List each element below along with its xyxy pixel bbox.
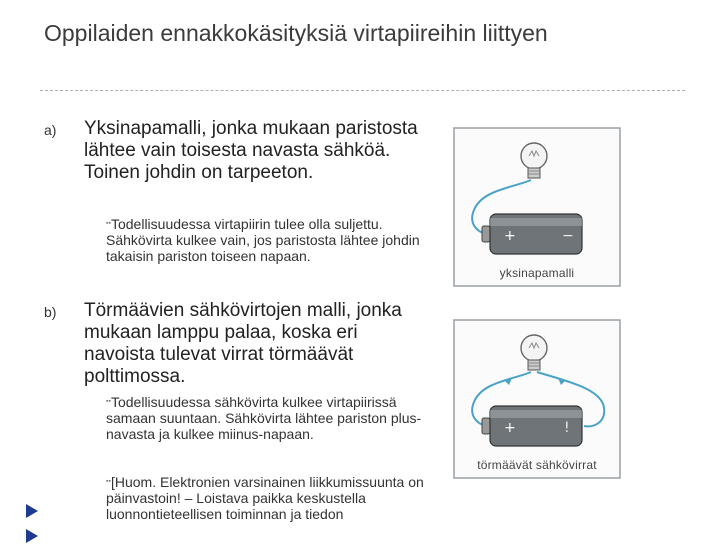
item-a-subpoint: [106, 216, 426, 264]
colliding-currents-diagram: [452, 318, 622, 480]
figure-label: yksinapamalli: [499, 266, 575, 280]
page-title: Oppilaiden ennakkokäsityksiä virtapiireihin liittyen: [44, 20, 548, 46]
item-a-heading: Yksinapamalli: [84, 118, 202, 139]
item-a-text: [84, 118, 424, 184]
square-bullet-icon: ▪▪: [106, 220, 111, 227]
figure-label: törmäävät sähkövirrat: [477, 458, 597, 472]
title-divider: [40, 90, 685, 91]
item-a-heading-rest: , jonka mukaan paristosta lähtee vain toisesta navasta sähköä. Toinen johdin on tarpeeton.: [84, 118, 418, 183]
triangle-marker-icon: [12, 502, 40, 520]
battery-icon: [482, 214, 582, 254]
square-bullet-icon: ▪▪: [106, 398, 111, 405]
figure-single-pole-model: [452, 126, 622, 288]
svg-text:!: !: [564, 420, 570, 436]
svg-text:+: +: [504, 228, 516, 244]
item-b-heading: Törmäävien sähkövirtojen malli: [84, 300, 346, 321]
item-b-text: [84, 300, 424, 388]
square-bullet-icon: ▪▪: [106, 478, 111, 485]
item-a-subpoint-text: Todellisuudessa virtapiirin tulee olla suljettu. Sähkövirta kulkee vain, jos paristosta lähtee johdin takaisin pariston toiseen napaan.: [106, 216, 420, 264]
item-b-subpoint-1: [106, 394, 426, 442]
single-pole-diagram: [452, 126, 622, 288]
svg-text:+: +: [504, 420, 516, 436]
figure-colliding-currents-model: [452, 318, 622, 480]
battery-icon: [482, 406, 582, 446]
item-b-subpoint-2: [106, 474, 426, 522]
triangle-marker-icon: [12, 527, 40, 545]
svg-text:−: −: [562, 228, 574, 244]
item-b-subpoint-2-text: [Huom. Elektronien varsinainen liikkumissuunta on päinvastoin! – Loistava paikka keskustella luonnontieteellisen toiminnan ja tiedon: [106, 474, 424, 522]
item-b-marker: b): [44, 304, 57, 320]
item-b-heading-rest: , jonka mukaan lamppu palaa, koska eri navoista tulevat virrat törmäävät polttimossa.: [84, 300, 402, 387]
item-b-subpoint-1-text: Todellisuudessa sähkövirta kulkee virtapiirissä samaan suuntaan. Sähkövirta lähtee pariston plus-navasta ja kulkee miinus-napaan.: [106, 394, 422, 442]
item-a-marker: a): [44, 122, 57, 138]
